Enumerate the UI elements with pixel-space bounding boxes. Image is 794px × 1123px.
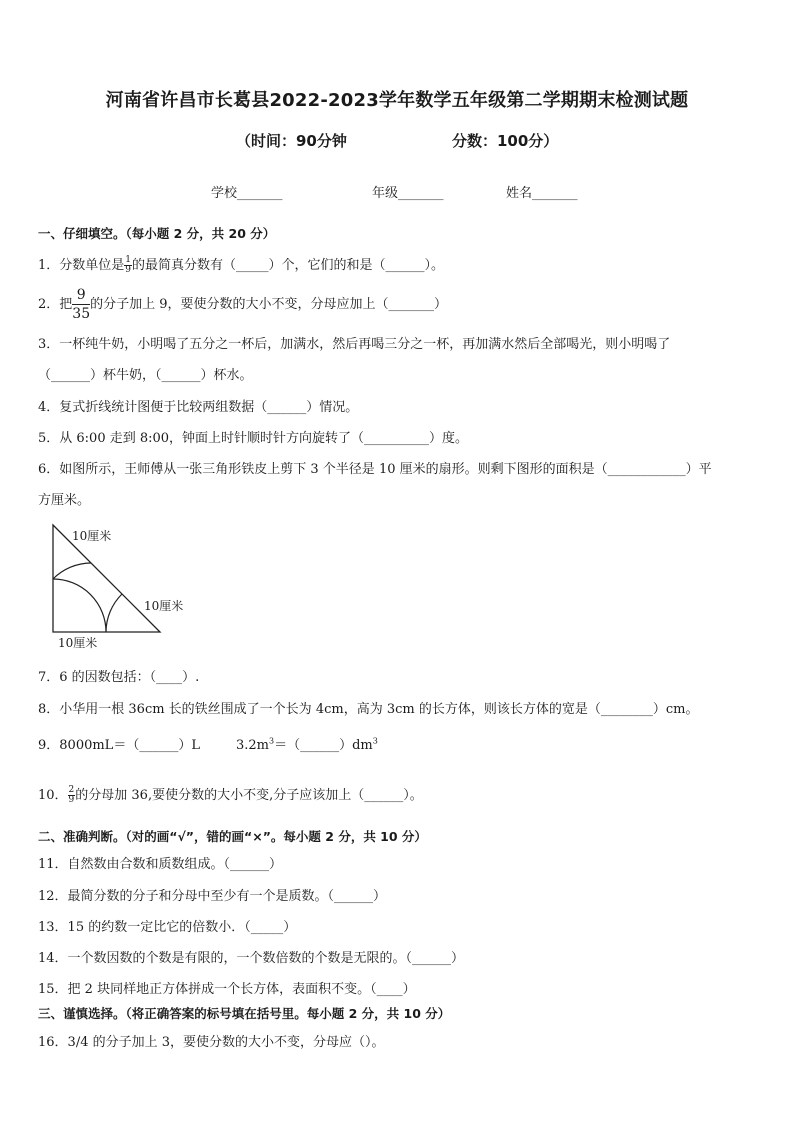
q2-fraction [72, 288, 90, 321]
name-field[interactable]: 姓名_______ [506, 186, 578, 201]
question-6-line-1: 6．如图所示，王师傅从一张三角形铁皮上剪下 3 个半径是 10 厘米的扇形。则剩下图形的面积是（____________）平 [38, 462, 712, 477]
section-3-heading: 三、谨慎选择。（将正确答案的标号填在括号里。每小题 2 分，共 10 分） [38, 1006, 451, 1021]
question-10 [38, 784, 423, 805]
q1-fraction-numerator: 1 [125, 255, 132, 265]
question-2 [38, 288, 447, 321]
triangle-sector-figure [48, 520, 208, 650]
question-1 [38, 254, 444, 275]
label-right-side: 10厘米 [144, 599, 184, 613]
question-4: 4．复式折线统计图便于比较两组数据（______）情况。 [38, 400, 359, 415]
question-12: 12．最简分数的分子和分母中至少有一个是质数。（______） [38, 889, 387, 904]
question-3-line-2: （______）杯牛奶，（______）杯水。 [38, 368, 253, 383]
section-1-heading: 一、仔细填空。（每小题 2 分，共 20 分） [38, 226, 276, 241]
sector-arc-top [53, 563, 91, 579]
label-bottom-side: 10厘米 [58, 636, 98, 650]
q1-text-pre: 1．分数单位是 [38, 258, 125, 273]
q10-text-post: 的分母加 36,要使分数的大小不变,分子应该加上（______）。 [75, 788, 423, 803]
q9-exponent-2: 3 [372, 736, 378, 746]
grade-field[interactable]: 年级_______ [372, 186, 444, 201]
question-9-part-1: 9．8000mL＝（______）L [38, 738, 200, 753]
label-top-side: 10厘米 [72, 529, 112, 543]
q2-fraction-numerator: 9 [72, 288, 90, 305]
question-14: 14．一个数因数的个数是有限的，一个数倍数的个数是无限的。（______） [38, 951, 465, 966]
q1-text-post: 的最简真分数有（_____）个，它们的和是（______）。 [132, 258, 445, 273]
q2-fraction-denominator: 35 [72, 306, 91, 322]
question-13: 13．15 的约数一定比它的倍数小．（_____） [38, 920, 297, 935]
q10-text-pre: 10． [38, 788, 68, 803]
q9-volume-dm3: ＝（______）dm [274, 738, 373, 753]
triangle-diagram [48, 520, 208, 650]
question-8: 8．小华用一根 36cm 长的铁丝围成了一个长为 4cm，高为 3cm 的长方体，则该长方体的宽是（________）cm。 [38, 702, 699, 717]
exam-time: （时间：90分钟 [236, 132, 347, 150]
q9-exponent-1: 3 [269, 736, 275, 746]
q9-volume-m3: 3.2m [236, 738, 270, 753]
question-7: 7．6 的因数包括：（____）. [38, 670, 200, 685]
question-11: 11．自然数由合数和质数组成。（______） [38, 857, 283, 872]
question-9-part-2 [236, 734, 378, 753]
section-2-heading: 二、准确判断。（对的画“√”，错的画“×”。每小题 2 分，共 10 分） [38, 829, 427, 844]
question-6-line-2: 方厘米。 [38, 493, 91, 508]
sector-arc-bottom-left [53, 579, 106, 632]
q1-fraction [124, 256, 132, 275]
q2-text-post: 的分子加上 9，要使分数的大小不变，分母应加上（_______） [90, 297, 448, 312]
question-3-line-1: 3．一杯纯牛奶，小明喝了五分之一杯后，加满水，然后再喝三分之一杯，再加满水然后全部喝光，则小明喝了 [38, 337, 671, 352]
page-title: 河南省许昌市长葛县2022-2023学年数学五年级第二学期期末检测试题 [105, 90, 689, 111]
question-15: 15．把 2 块同样地正方体拼成一个长方体，表面积不变。（____） [38, 982, 416, 997]
q10-fraction-denominator: 9 [68, 795, 75, 805]
question-5: 5．从 6:00 走到 8:00，钟面上时针顺时针方向旋转了（__________）度。 [38, 431, 469, 446]
q1-fraction-denominator: 9 [125, 265, 132, 275]
q2-text-pre: 2．把 [38, 297, 73, 312]
exam-score: 分数：100分） [452, 132, 559, 150]
question-16: 16．3/4 的分子加上 3，要使分数的大小不变，分母应（）。 [38, 1035, 385, 1050]
q10-fraction-numerator: 2 [68, 785, 75, 795]
school-field[interactable]: 学校_______ [211, 186, 283, 201]
sector-arc-bottom-right [106, 594, 122, 632]
